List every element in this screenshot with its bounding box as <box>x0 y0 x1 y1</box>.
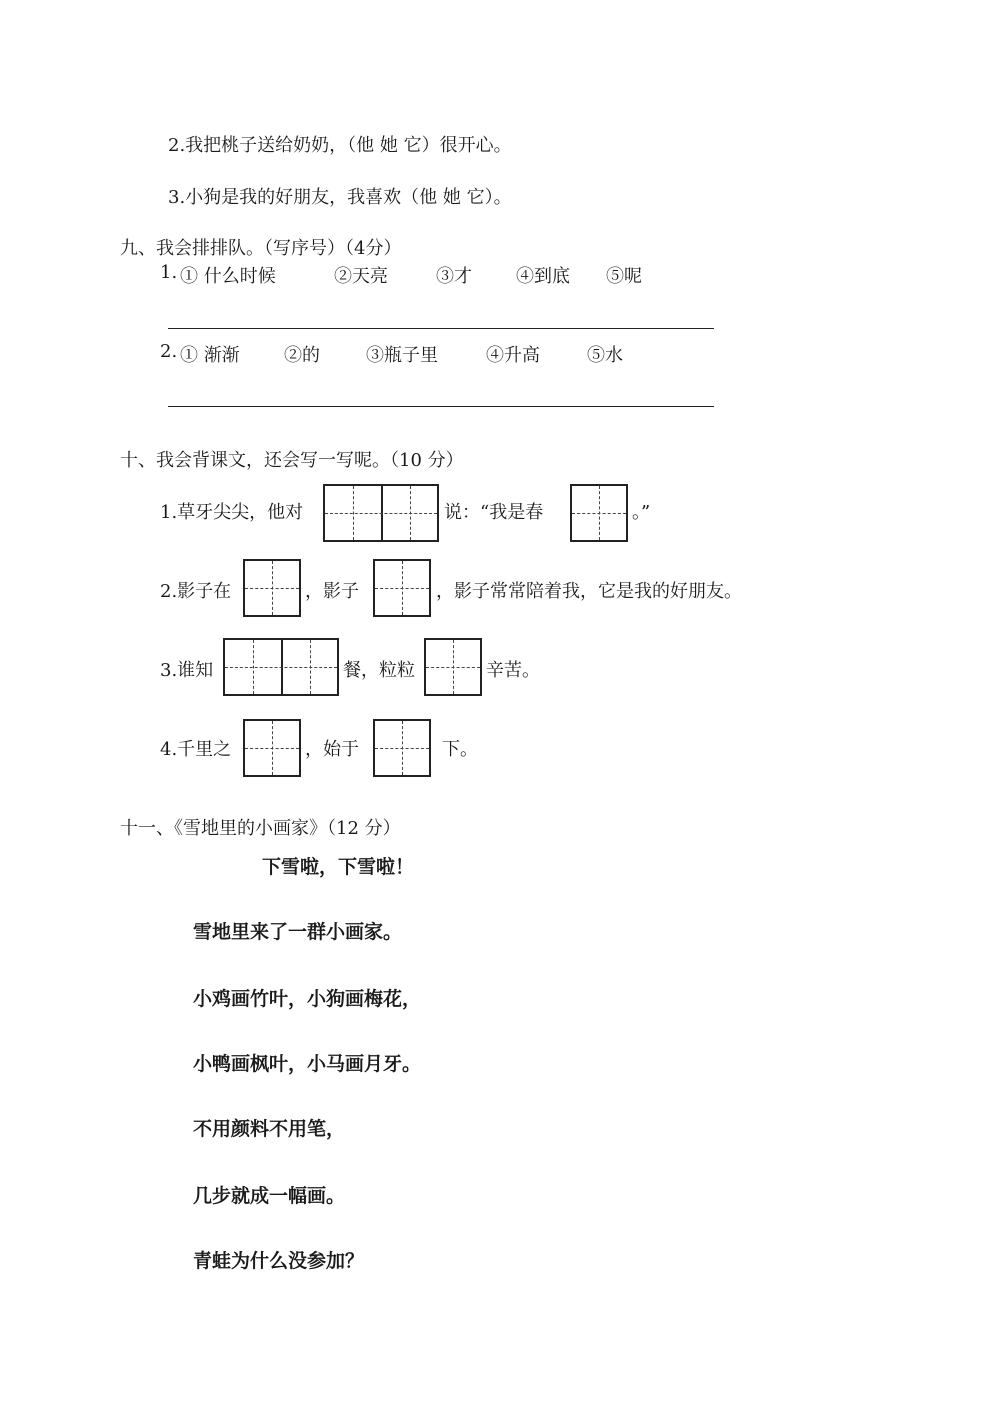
tianzige-box[interactable] <box>373 719 431 777</box>
question-8-3: 3.小狗是我的好朋友，我喜欢（他 她 它）。 <box>168 187 512 208</box>
poem-line: 小鸭画枫叶，小马画月牙。 <box>193 1053 422 1075</box>
answer-line-9-1[interactable] <box>168 328 714 329</box>
question-10-2-text: 2.影子在 <box>160 581 232 602</box>
question-9-2-option: ① 渐渐 <box>180 345 240 366</box>
tianzige-double-box[interactable] <box>223 638 339 696</box>
tianzige-box[interactable] <box>424 638 482 696</box>
question-10-4-text: 下。 <box>442 739 478 760</box>
question-9-2-option: ④升高 <box>486 345 540 366</box>
question-9-1-option: ① 什么时候 <box>180 266 276 287</box>
tianzige-box[interactable] <box>243 719 301 777</box>
question-10-3-text: 餐，粒粒 <box>343 660 415 681</box>
question-8-2: 2.我把桃子送给奶奶，（他 她 它）很开心。 <box>168 135 512 156</box>
question-10-1-text: 说：“我是春 <box>444 502 544 523</box>
question-10-3-text: 辛苦。 <box>486 660 540 681</box>
question-10-1-text: 1.草牙尖尖，他对 <box>160 502 304 523</box>
question-9-1-option: ②天亮 <box>334 266 388 287</box>
poem-line: 下雪啦，下雪啦！ <box>262 856 415 878</box>
question-9-2-number: 2. <box>160 341 178 362</box>
tianzige-double-box[interactable] <box>323 484 439 542</box>
question-9-2-option: ②的 <box>284 345 320 366</box>
poem-line: 不用颜料不用笔， <box>193 1118 346 1140</box>
question-10-1-text: 。” <box>632 502 651 523</box>
poem-line: 青蛙为什么没参加？ <box>193 1250 365 1272</box>
question-9-2-option: ⑤水 <box>587 345 623 366</box>
question-10-3-text: 3.谁知 <box>160 660 214 681</box>
question-9-1-option: ⑤呢 <box>606 266 642 287</box>
question-9-1-number: 1. <box>160 262 178 283</box>
section-10-title: 十、我会背课文，还会写一写呢。（10 分） <box>120 450 464 471</box>
question-9-2-option: ③瓶子里 <box>366 345 438 366</box>
question-10-4-text: 4.千里之 <box>160 739 232 760</box>
tianzige-box[interactable] <box>243 559 301 617</box>
poem-line: 几步就成一幅画。 <box>193 1185 346 1207</box>
answer-line-9-2[interactable] <box>168 406 714 407</box>
tianzige-box[interactable] <box>570 484 628 542</box>
question-10-4-text: ，始于 <box>305 739 359 760</box>
poem-line: 雪地里来了一群小画家。 <box>193 921 403 943</box>
question-9-1-option: ④到底 <box>516 266 570 287</box>
poem-line: 小鸡画竹叶，小狗画梅花， <box>193 988 422 1010</box>
question-10-2-text: ，影子常常陪着我，它是我的好朋友。 <box>436 581 742 602</box>
question-10-2-text: ，影子 <box>305 581 359 602</box>
section-11-title: 十一、《雪地里的小画家》（12 分） <box>120 818 401 839</box>
tianzige-box[interactable] <box>373 559 431 617</box>
section-9-title: 九、我会排排队。（写序号）（4分） <box>120 238 402 259</box>
question-9-1-option: ③才 <box>436 266 472 287</box>
